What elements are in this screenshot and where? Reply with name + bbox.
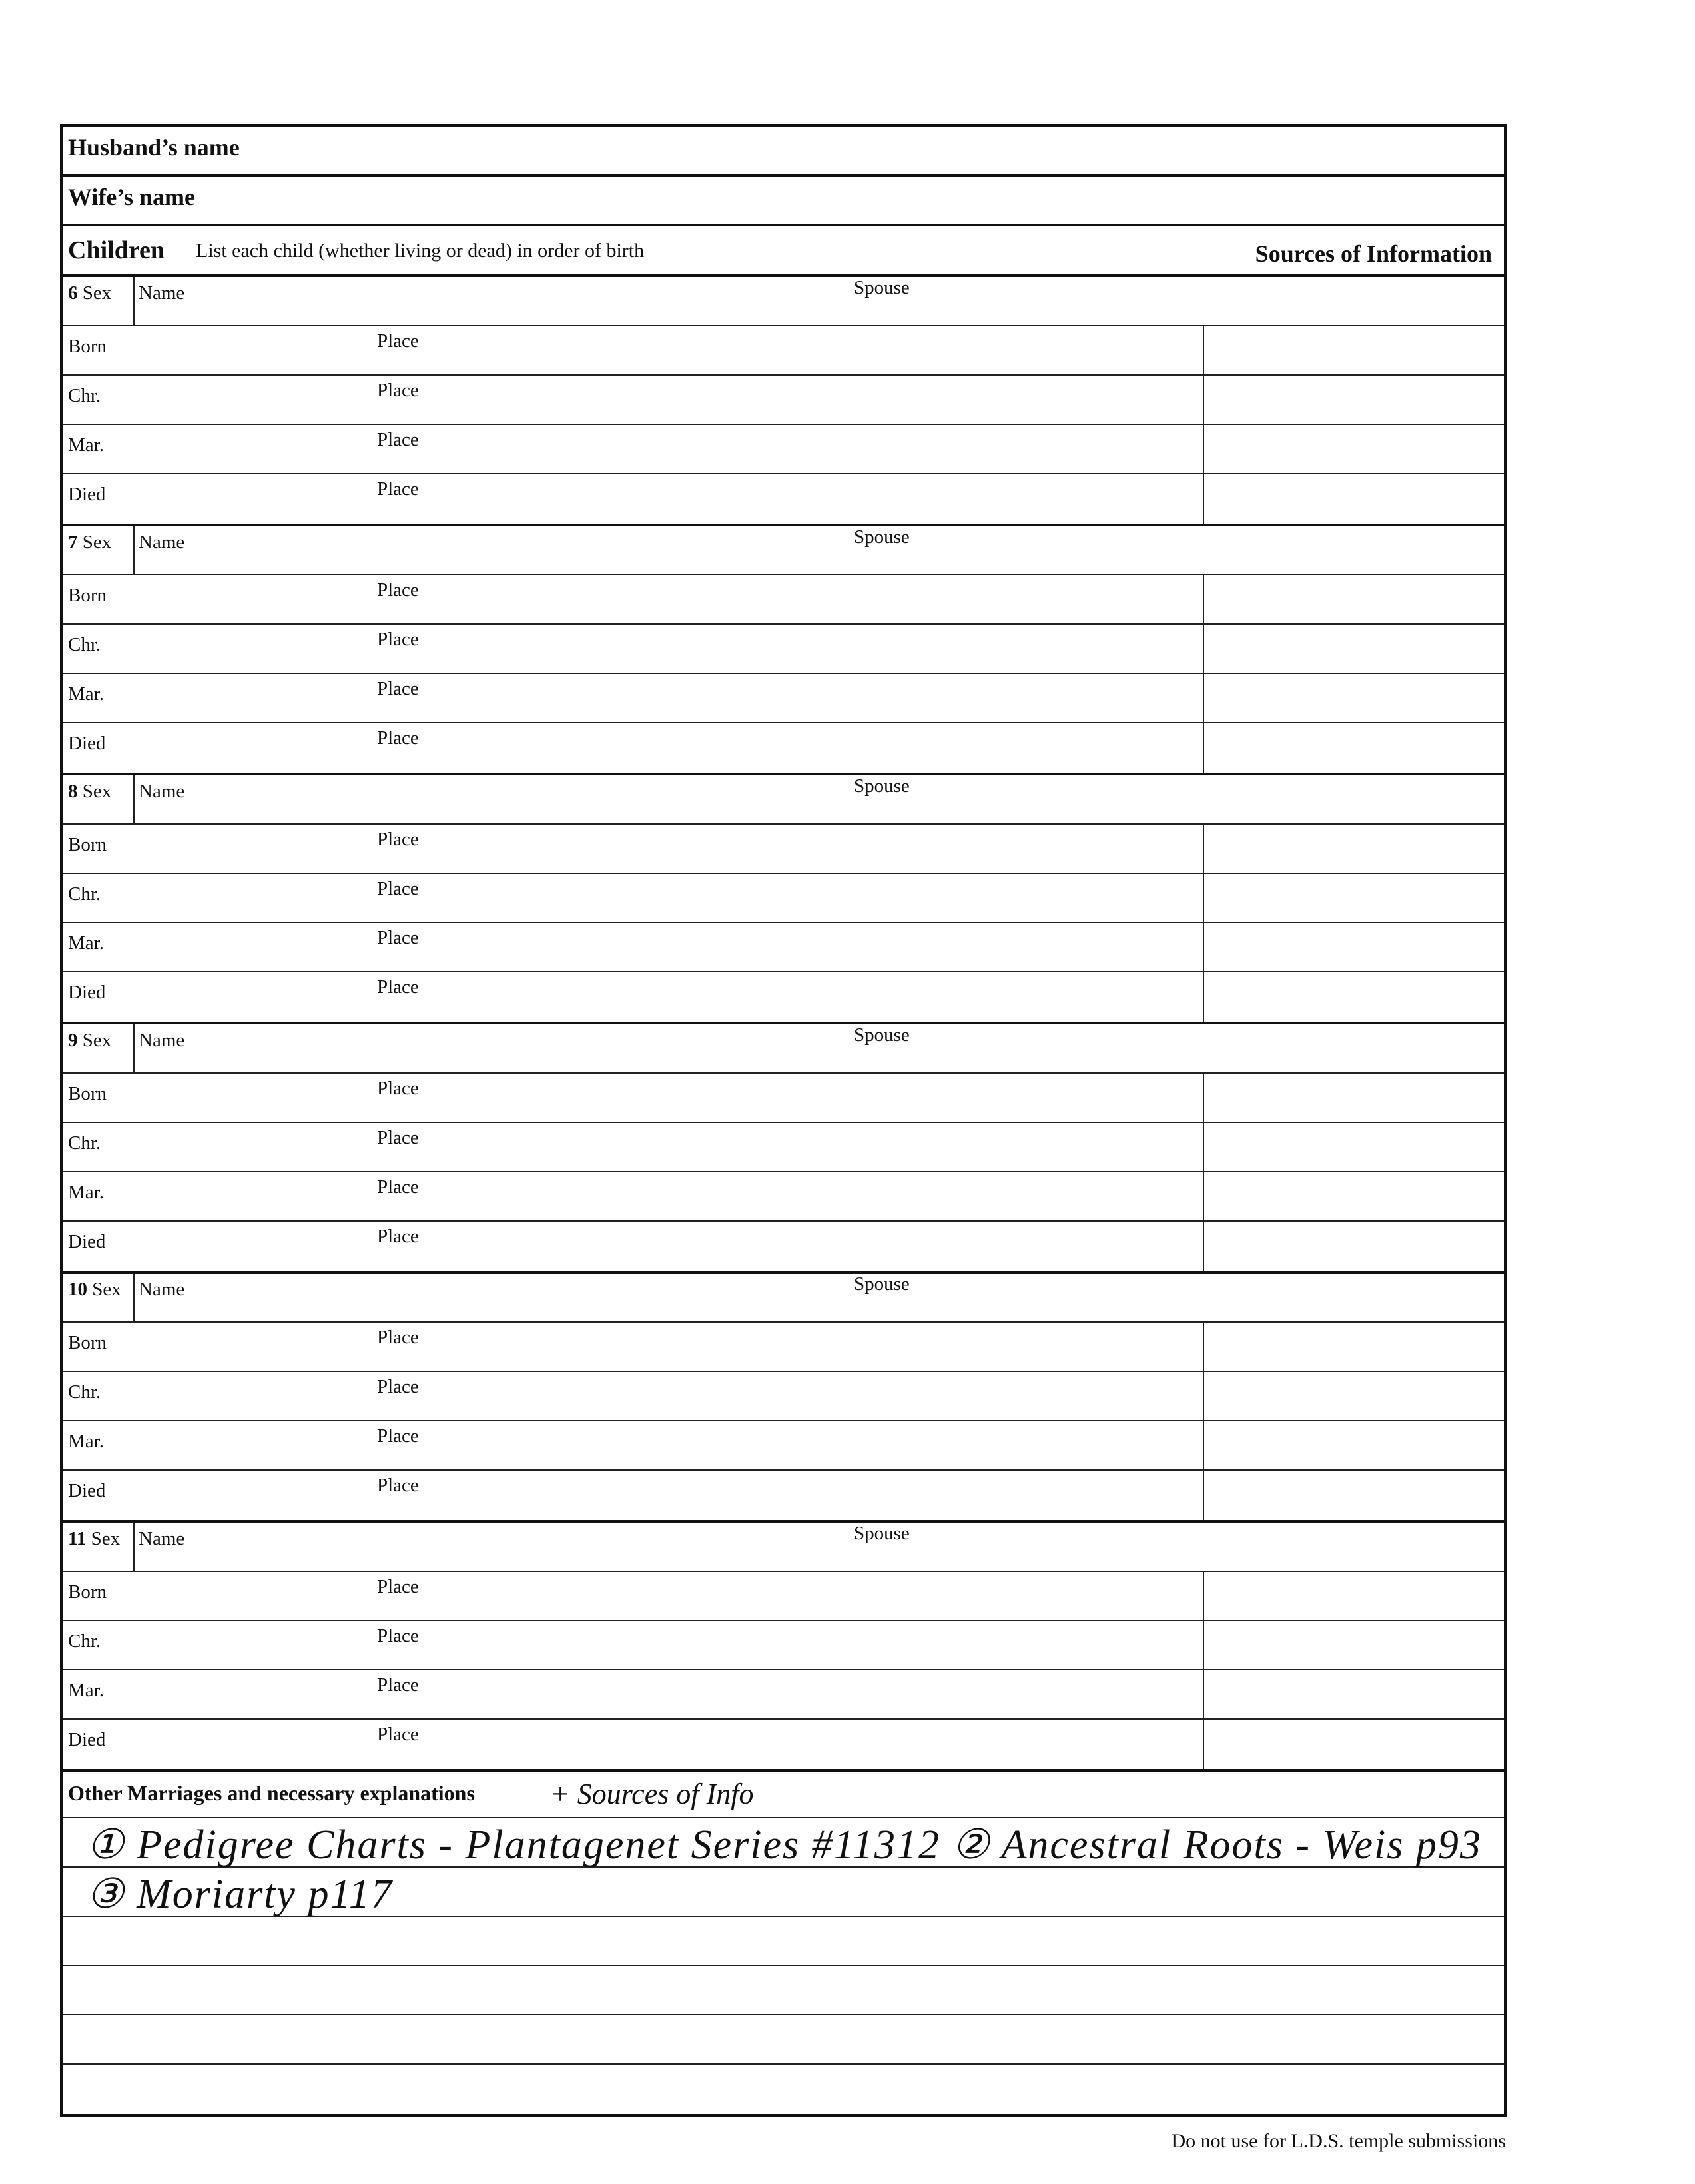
- child-entry: [63, 775, 1504, 1024]
- chr-label: Chr.: [68, 385, 101, 406]
- child-name-label: Name: [139, 532, 185, 553]
- children-header: [63, 226, 1504, 277]
- sources-column-divider: [1203, 723, 1204, 773]
- place-label: Place: [377, 1674, 419, 1696]
- child-name-label: Name: [139, 781, 185, 802]
- chr-label: Chr.: [68, 634, 101, 655]
- born-label: Born: [68, 1332, 107, 1353]
- handwritten-annotation: + Sources of Info: [550, 1778, 754, 1810]
- died-row[interactable]: [63, 1471, 1504, 1520]
- sources-column-divider: [1203, 425, 1204, 473]
- child-name-label: Name: [139, 1030, 185, 1051]
- sex-divider: [133, 775, 135, 823]
- sources-column-divider: [1203, 1670, 1204, 1718]
- born-row[interactable]: [63, 326, 1504, 376]
- sources-column-divider: [1203, 474, 1204, 524]
- chr-label: Chr.: [68, 1132, 101, 1154]
- other-marriages-lines: [63, 1818, 1504, 2114]
- born-row[interactable]: [63, 1323, 1504, 1372]
- child-name-row[interactable]: [63, 775, 1504, 825]
- child-number: 6 Sex: [68, 282, 112, 304]
- born-label: Born: [68, 585, 107, 606]
- place-label: Place: [377, 927, 419, 948]
- died-row[interactable]: [63, 1222, 1504, 1271]
- mar-label: Mar.: [68, 1680, 104, 1701]
- place-label: Place: [377, 330, 419, 352]
- chr-label: Chr.: [68, 1381, 101, 1403]
- born-label: Born: [68, 336, 107, 357]
- place-label: Place: [377, 629, 419, 650]
- died-row[interactable]: [63, 972, 1504, 1022]
- child-spouse-label: Spouse: [854, 1024, 910, 1046]
- explanation-line[interactable]: [63, 1868, 1504, 1917]
- sources-column-divider: [1203, 825, 1204, 873]
- sources-column-divider: [1203, 1123, 1204, 1171]
- place-label: Place: [377, 1724, 419, 1745]
- died-row[interactable]: [63, 474, 1504, 524]
- sources-column-divider: [1203, 1720, 1204, 1769]
- child-entry: [63, 277, 1504, 526]
- sources-column-divider: [1203, 1172, 1204, 1220]
- mar-label: Mar.: [68, 683, 104, 705]
- child-spouse-label: Spouse: [854, 1274, 910, 1295]
- handwritten-text: ① Pedigree Charts - Plantagenet Series #11312 ② Ancestral Roots - Weis p93: [87, 1822, 1482, 1868]
- child-spouse-label: Spouse: [854, 775, 910, 797]
- sources-column-divider: [1203, 972, 1204, 1022]
- mar-label: Mar.: [68, 932, 104, 954]
- wife-name-label: Wife’s name: [68, 184, 195, 210]
- marriage-row[interactable]: [63, 674, 1504, 723]
- mar-label: Mar.: [68, 434, 104, 456]
- explanation-line[interactable]: [63, 2065, 1504, 2114]
- place-label: Place: [377, 976, 419, 998]
- husband-name-row[interactable]: [63, 127, 1504, 177]
- child-spouse-label: Spouse: [854, 1523, 910, 1544]
- sources-column-divider: [1203, 1471, 1204, 1520]
- child-entry: [63, 526, 1504, 775]
- child-name-row[interactable]: [63, 1523, 1504, 1572]
- place-label: Place: [377, 429, 419, 450]
- born-row[interactable]: [63, 1074, 1504, 1123]
- child-entry: [63, 1274, 1504, 1523]
- born-label: Born: [68, 1581, 107, 1603]
- sources-column-divider: [1203, 1323, 1204, 1371]
- sources-column-divider: [1203, 625, 1204, 673]
- child-name-row[interactable]: [63, 526, 1504, 575]
- place-label: Place: [377, 1576, 419, 1597]
- place-label: Place: [377, 1475, 419, 1496]
- died-row[interactable]: [63, 1720, 1504, 1769]
- christening-row[interactable]: [63, 376, 1504, 425]
- christening-row[interactable]: [63, 1621, 1504, 1670]
- marriage-row[interactable]: [63, 923, 1504, 972]
- husband-name-label: Husband’s name: [68, 134, 240, 161]
- child-name-row[interactable]: [63, 277, 1504, 326]
- place-label: Place: [377, 878, 419, 899]
- child-number: 9 Sex: [68, 1030, 112, 1051]
- place-label: Place: [377, 1625, 419, 1646]
- children-list: [63, 277, 1504, 1772]
- sources-column-divider: [1203, 1372, 1204, 1420]
- sources-column-divider: [1203, 1074, 1204, 1122]
- marriage-row[interactable]: [63, 1670, 1504, 1720]
- born-row[interactable]: [63, 575, 1504, 625]
- born-row[interactable]: [63, 825, 1504, 874]
- explanation-line[interactable]: [63, 1917, 1504, 1966]
- explanation-line[interactable]: [63, 1818, 1504, 1868]
- sex-divider: [133, 1523, 135, 1571]
- child-name-row[interactable]: [63, 1274, 1504, 1323]
- sex-divider: [133, 277, 135, 325]
- children-instruction: List each child (whether living or dead) in order of birth: [196, 240, 645, 262]
- sex-divider: [133, 1274, 135, 1321]
- wife-name-row[interactable]: [63, 177, 1504, 226]
- child-name-row[interactable]: [63, 1024, 1504, 1074]
- child-spouse-label: Spouse: [854, 277, 910, 298]
- sources-column-divider: [1203, 1572, 1204, 1620]
- christening-row[interactable]: [63, 625, 1504, 674]
- christening-row[interactable]: [63, 1123, 1504, 1172]
- born-label: Born: [68, 1083, 107, 1104]
- place-label: Place: [377, 1176, 419, 1198]
- mar-label: Mar.: [68, 1182, 104, 1203]
- died-label: Died: [68, 982, 106, 1003]
- born-row[interactable]: [63, 1572, 1504, 1621]
- place-label: Place: [377, 380, 419, 401]
- explanation-line[interactable]: [63, 1966, 1504, 2015]
- place-label: Place: [377, 478, 419, 500]
- other-marriages-title-row: [63, 1772, 1504, 1818]
- place-label: Place: [377, 1226, 419, 1247]
- place-label: Place: [377, 1425, 419, 1447]
- place-label: Place: [377, 678, 419, 699]
- died-row[interactable]: [63, 723, 1504, 773]
- marriage-row[interactable]: [63, 1421, 1504, 1471]
- mar-label: Mar.: [68, 1431, 104, 1452]
- christening-row[interactable]: [63, 1372, 1504, 1421]
- child-number: 8 Sex: [68, 781, 112, 802]
- explanation-line[interactable]: [63, 2015, 1504, 2065]
- place-label: Place: [377, 579, 419, 601]
- sources-column-divider: [1203, 575, 1204, 623]
- child-name-label: Name: [139, 1279, 185, 1300]
- chr-label: Chr.: [68, 1631, 101, 1652]
- sources-of-information-heading: Sources of Information: [1255, 240, 1492, 267]
- child-entry: [63, 1523, 1504, 1772]
- place-label: Place: [377, 1376, 419, 1397]
- child-number: 11 Sex: [68, 1528, 121, 1549]
- chr-label: Chr.: [68, 883, 101, 905]
- other-marriages-label: Other Marriages and necessary explanations: [68, 1781, 475, 1805]
- place-label: Place: [377, 1127, 419, 1148]
- died-label: Died: [68, 1480, 106, 1501]
- children-title: Children: [68, 236, 165, 264]
- sex-divider: [133, 1024, 135, 1072]
- child-number: 7 Sex: [68, 532, 112, 553]
- sources-column-divider: [1203, 874, 1204, 922]
- sources-column-divider: [1203, 1421, 1204, 1469]
- sex-divider: [133, 526, 135, 574]
- sources-column-divider: [1203, 674, 1204, 722]
- died-label: Died: [68, 484, 106, 505]
- died-label: Died: [68, 1729, 106, 1750]
- place-label: Place: [377, 1078, 419, 1099]
- marriage-row[interactable]: [63, 425, 1504, 474]
- handwritten-text: ③ Moriarty p117: [87, 1872, 393, 1917]
- place-label: Place: [377, 829, 419, 850]
- died-label: Died: [68, 1231, 106, 1252]
- child-number: 10 Sex: [68, 1279, 121, 1300]
- footer-note: Do not use for L.D.S. temple submissions: [1171, 2130, 1506, 2152]
- place-label: Place: [377, 727, 419, 749]
- marriage-row[interactable]: [63, 1172, 1504, 1222]
- family-group-sheet-form: [60, 124, 1507, 2117]
- child-entry: [63, 1024, 1504, 1274]
- sources-column-divider: [1203, 376, 1204, 424]
- sources-column-divider: [1203, 326, 1204, 374]
- sources-column-divider: [1203, 1222, 1204, 1271]
- born-label: Born: [68, 834, 107, 855]
- child-name-label: Name: [139, 282, 185, 304]
- child-spouse-label: Spouse: [854, 526, 910, 547]
- sources-column-divider: [1203, 923, 1204, 971]
- child-name-label: Name: [139, 1528, 185, 1549]
- place-label: Place: [377, 1327, 419, 1348]
- died-label: Died: [68, 733, 106, 754]
- sources-column-divider: [1203, 1621, 1204, 1669]
- christening-row[interactable]: [63, 874, 1504, 923]
- other-marriages-section: [63, 1772, 1504, 2114]
